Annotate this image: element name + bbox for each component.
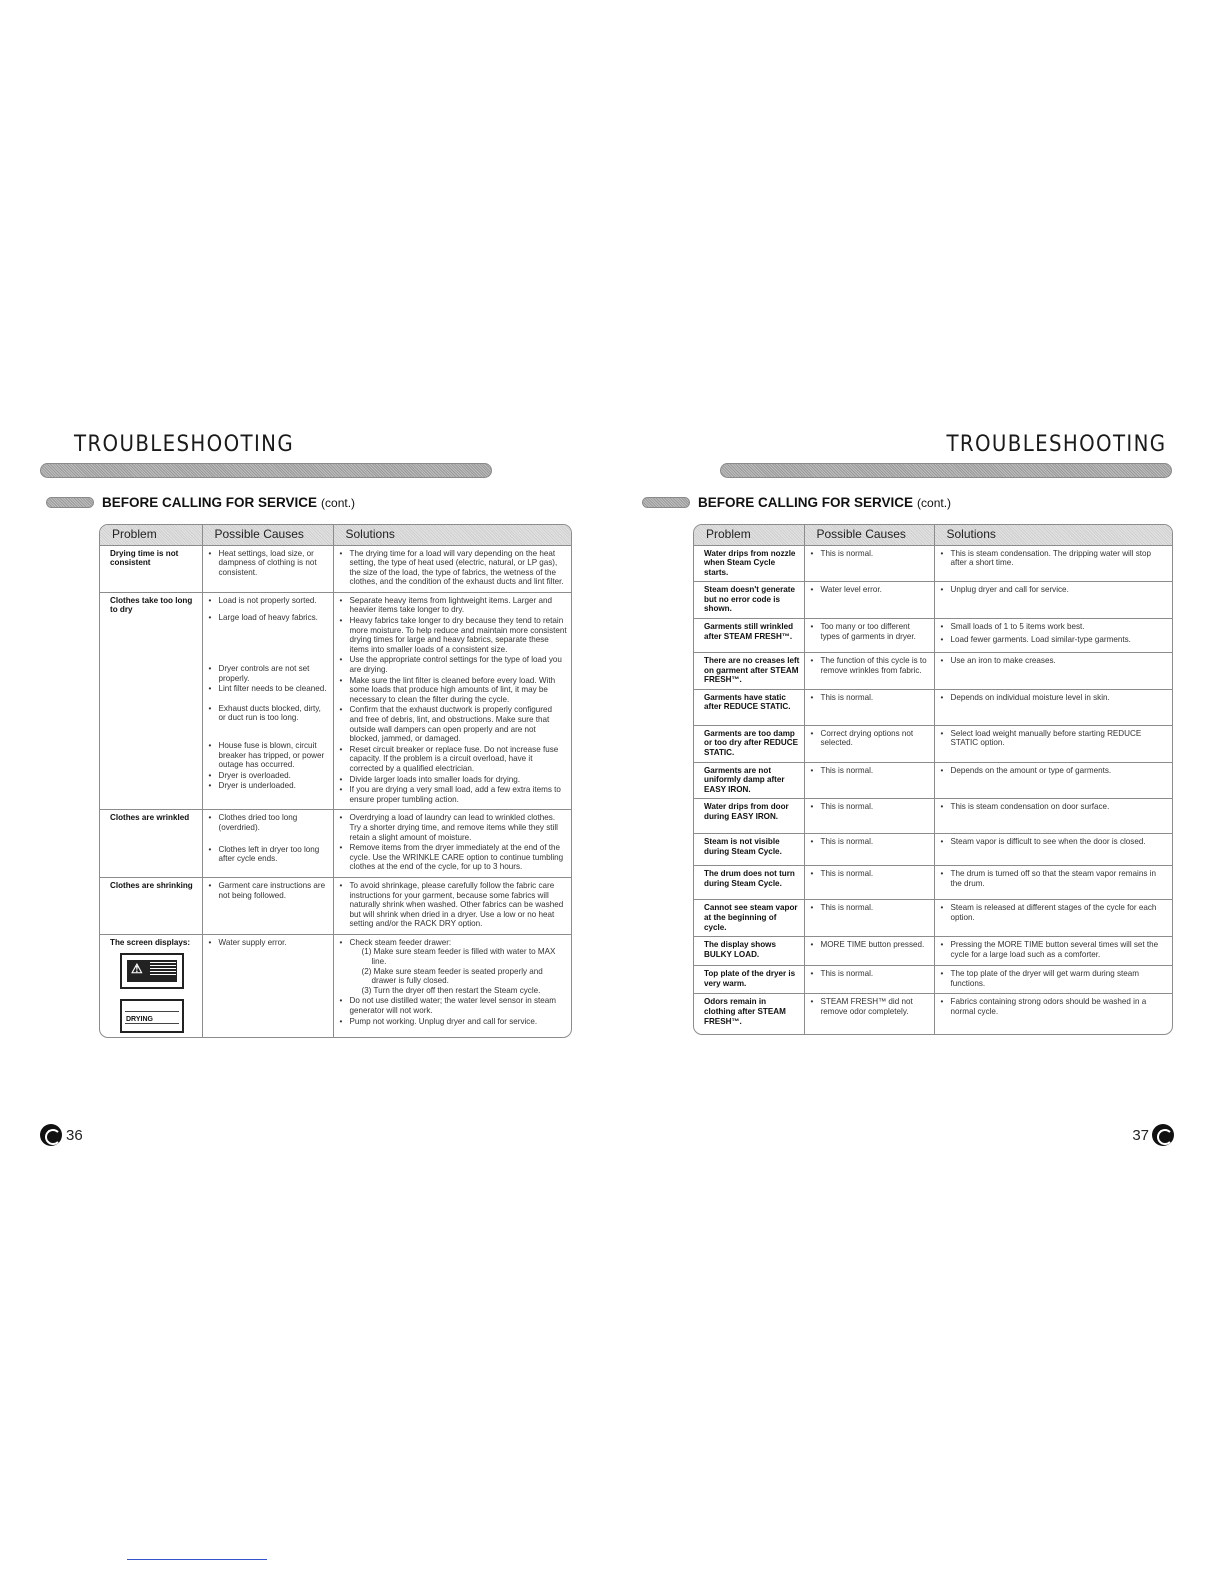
- problem-cell: Garments have static after REDUCE STATIC.: [694, 689, 804, 725]
- problem-cell: Steam is not visible during Steam Cycle.: [694, 834, 804, 866]
- problem-cell: Garments still wrinkled after STEAM FRESH™.: [694, 619, 804, 653]
- cause-item: • MORE TIME button pressed.: [811, 940, 930, 950]
- solution-item: • Use the appropriate control settings for the type of load you are drying.: [340, 655, 568, 674]
- troubleshooting-table-left: [99, 524, 572, 1038]
- solutions-cell: [934, 866, 1172, 900]
- causes-cell: [202, 592, 333, 809]
- problem-cell: The display shows BULKY LOAD.: [694, 937, 804, 966]
- col-header-solutions: Solutions: [333, 525, 571, 545]
- solutions-cell: [333, 592, 571, 809]
- problem-cell: Garments are not uniformly damp after EASY IRON.: [694, 762, 804, 799]
- solution-item: • Pump not working. Unplug dryer and call for service.: [340, 1017, 568, 1027]
- section-heading: [642, 493, 951, 511]
- cause-item: • This is normal.: [811, 549, 930, 559]
- table-row: [694, 689, 1172, 725]
- solution-item: • Remove items from the dryer immediately at the end of the cycle. Use the WRINKLE CARE option to continue tumbling clothes at the end of the cycle, for up to 3 hours.: [340, 843, 568, 872]
- header-bar: [720, 463, 1172, 478]
- solution-item: • This is steam condensation on door surface.: [941, 802, 1169, 812]
- solutions-cell: [333, 934, 571, 1037]
- causes-cell: [202, 545, 333, 592]
- lg-logo-icon: [1152, 1124, 1174, 1146]
- solution-item: • Pressing the MORE TIME button several times will set the cycle for a large load such as a comforter.: [941, 940, 1169, 959]
- solution-item: • The top plate of the dryer will get warm during steam functions.: [941, 969, 1169, 988]
- solutions-cell: [934, 966, 1172, 994]
- cause-item: • STEAM FRESH™ did not remove odor completely.: [811, 997, 930, 1016]
- section-heading: [46, 493, 355, 511]
- cause-item: • This is normal.: [811, 903, 930, 913]
- col-header-solutions: Solutions: [934, 525, 1172, 545]
- solutions-cell: [934, 799, 1172, 834]
- solution-item: • The drum is turned off so that the steam vapor remains in the drum.: [941, 869, 1169, 888]
- cause-item: • This is normal.: [811, 693, 930, 703]
- cause-item: • Heat settings, load size, or dampness of clothing is not consistent.: [209, 549, 329, 578]
- header-bar: [40, 463, 492, 478]
- causes-cell: [202, 934, 333, 1037]
- cause-item: • This is normal.: [811, 766, 930, 776]
- solution-item: • Load fewer garments. Load similar-type garments.: [941, 635, 1169, 645]
- cause-item: • Large load of heavy fabrics.: [209, 613, 329, 623]
- page-title: TROUBLESHOOTING: [945, 432, 1166, 457]
- solutions-cell: [934, 762, 1172, 799]
- cause-item: • Exhaust ducts blocked, dirty, or duct run is too long.: [209, 704, 329, 723]
- link-underline: [127, 1559, 267, 1560]
- solutions-cell: [934, 619, 1172, 653]
- table-row: [694, 937, 1172, 966]
- problem-cell: Clothes are wrinkled: [100, 810, 202, 878]
- dryer-display-icon: [120, 999, 184, 1033]
- solution-item: • To avoid shrinkage, please carefully follow the fabric care instructions for your garment, because some fabrics will naturally shrink when washed. Other fabrics can be washed but will shrink when dried in a dryer. Use a low or no heat setting and/or the RACK DRY option.: [340, 881, 568, 929]
- cause-item: • The function of this cycle is to remove wrinkles from fabric.: [811, 656, 930, 675]
- causes-cell: [804, 994, 934, 1034]
- solution-item: • Reset circuit breaker or replace fuse. Do not increase fuse capacity. If the problem is a circuit overload, have it corrected by a qualified electrician.: [340, 745, 568, 774]
- table-row: [100, 934, 571, 1037]
- solution-item: • Do not use distilled water; the water level sensor in steam generator will not work.: [340, 996, 568, 1015]
- solution-item: • Depends on the amount or type of garments.: [941, 766, 1169, 776]
- table-row: [694, 762, 1172, 799]
- causes-cell: [202, 877, 333, 934]
- causes-cell: [202, 810, 333, 878]
- table-row: [694, 994, 1172, 1034]
- table-row: [694, 900, 1172, 937]
- cause-item: • Clothes left in dryer too long after cycle ends.: [209, 845, 329, 864]
- page-number-text: 37: [1132, 1126, 1149, 1144]
- solutions-cell: [934, 834, 1172, 866]
- section-sub: (cont.): [917, 495, 952, 510]
- problem-cell: Water drips from nozzle when Steam Cycle starts.: [694, 545, 804, 582]
- table-row: [100, 592, 571, 809]
- cause-item: • Too many or too different types of garments in dryer.: [811, 622, 930, 641]
- solutions-cell: [934, 653, 1172, 690]
- solutions-cell: [934, 582, 1172, 619]
- table-row: [694, 834, 1172, 866]
- table-row: [694, 653, 1172, 690]
- cause-item: • Load is not properly sorted.: [209, 596, 329, 606]
- right-table-body: [694, 545, 1172, 1034]
- page-number-text: 36: [66, 1126, 83, 1144]
- table-row: [100, 877, 571, 934]
- cause-item: • Water level error.: [811, 585, 930, 595]
- sub-step: (1) Make sure steam feeder is filled with water to MAX line.: [361, 947, 556, 967]
- solutions-cell: [934, 937, 1172, 966]
- lg-logo-icon: [40, 1124, 62, 1146]
- causes-cell: [804, 619, 934, 653]
- problem-cell: Garments are too damp or too dry after REDUCE STATIC.: [694, 725, 804, 762]
- problem-cell: Clothes take too long to dry: [100, 592, 202, 809]
- page-37: [612, 0, 1224, 1584]
- section-title: BEFORE CALLING FOR SERVICE (cont.): [698, 494, 952, 510]
- causes-cell: [804, 834, 934, 866]
- problem-cell: There are no creases left on garment after STEAM FRESH™.: [694, 653, 804, 690]
- causes-cell: [804, 937, 934, 966]
- cause-item: • Dryer is overloaded.: [209, 771, 329, 781]
- problem-cell: Drying time is not consistent: [100, 545, 202, 592]
- problem-text: The screen displays:: [110, 937, 191, 947]
- solutions-cell: [934, 545, 1172, 582]
- solution-item: • Check steam feeder drawer: (1) Make sure steam feeder is filled with water to MAX line. (2) Make sure steam feeder is seated properly and drawer is fully closed. (3) Turn the dryer off then restart the Steam cycle.: [340, 938, 568, 996]
- page-number: [1132, 1124, 1174, 1146]
- cause-item: • Lint filter needs to be cleaned.: [209, 684, 329, 694]
- solutions-cell: [333, 877, 571, 934]
- problem-cell: Odors remain in clothing after STEAM FRESH™.: [694, 994, 804, 1034]
- cause-item: • Correct drying options not selected.: [811, 729, 930, 748]
- causes-cell: [804, 966, 934, 994]
- problem-cell: Top plate of the dryer is very warm.: [694, 966, 804, 994]
- table-row: [694, 545, 1172, 582]
- cause-item: • House fuse is blown, circuit breaker has tripped, or power outage has occurred.: [209, 741, 329, 770]
- solutions-cell: [934, 994, 1172, 1034]
- page-title: TROUBLESHOOTING: [74, 432, 295, 457]
- table-row: [694, 619, 1172, 653]
- causes-cell: [804, 900, 934, 937]
- col-header-causes: Possible Causes: [804, 525, 934, 545]
- section-pill-icon: [642, 497, 690, 508]
- col-header-causes: Possible Causes: [202, 525, 333, 545]
- table-row: [694, 966, 1172, 994]
- troubleshooting-table-right: [693, 524, 1173, 1035]
- cause-item: • This is normal.: [811, 869, 930, 879]
- col-header-problem: Problem: [694, 525, 804, 545]
- solution-item: • Depends on individual moisture level in skin.: [941, 693, 1169, 703]
- table-row: [694, 725, 1172, 762]
- solution-item: • Divide larger loads into smaller loads for drying.: [340, 775, 568, 785]
- problem-cell: The drum does not turn during Steam Cycle.: [694, 866, 804, 900]
- problem-cell: Water drips from door during EASY IRON.: [694, 799, 804, 834]
- causes-cell: [804, 545, 934, 582]
- causes-cell: [804, 689, 934, 725]
- solution-item: • If you are drying a very small load, add a few extra items to ensure proper tumbling action.: [340, 785, 568, 804]
- problem-cell: Clothes are shrinking: [100, 877, 202, 934]
- solution-item: • Steam is released at different stages of the cycle for each option.: [941, 903, 1169, 922]
- solution-item: • Overdrying a load of laundry can lead to wrinkled clothes. Try a shorter drying time, and remove items while they still retain a slight amount of moisture.: [340, 813, 568, 842]
- cause-item: • This is normal.: [811, 837, 930, 847]
- table-row: [100, 810, 571, 878]
- section-pill-icon: [46, 497, 94, 508]
- solutions-cell: [333, 545, 571, 592]
- solution-item: • Separate heavy items from lightweight items. Larger and heavier items take longer to dry.: [340, 596, 568, 615]
- causes-cell: [804, 582, 934, 619]
- solution-item: • Steam vapor is difficult to see when the door is closed.: [941, 837, 1169, 847]
- cause-item: • Dryer is underloaded.: [209, 781, 329, 791]
- causes-cell: [804, 725, 934, 762]
- problem-cell: Cannot see steam vapor at the beginning of cycle.: [694, 900, 804, 937]
- solutions-cell: [934, 725, 1172, 762]
- solutions-cell: [934, 900, 1172, 937]
- cause-item: • This is normal.: [811, 969, 930, 979]
- table-row: [694, 866, 1172, 900]
- col-header-problem: Problem: [100, 525, 202, 545]
- solution-item: • Unplug dryer and call for service.: [941, 585, 1169, 595]
- table-row: [694, 582, 1172, 619]
- solution-item: • Make sure the lint filter is cleaned before every load. With some loads that produce high amounts of lint, it may be necessary to clean the filter during the cycle.: [340, 676, 568, 705]
- problem-cell: [100, 934, 202, 1037]
- section-title: BEFORE CALLING FOR SERVICE (cont.): [102, 494, 356, 510]
- solution-item: • Heavy fabrics take longer to dry because they tend to retain more moisture. To help reduce and maintain more consistent drying times for large and heavy fabrics, separate these items into smaller loads of a consistent size.: [340, 616, 568, 654]
- solution-item: • Fabrics containing strong odors should be washed in a normal cycle.: [941, 997, 1169, 1016]
- solution-item: • The drying time for a load will vary depending on the heat setting, the type of heat used (electric, natural, or LP gas), the size of the load, the type of fabrics, the wetness of the clothes, and the condition of the exhaust ducts and lint filter.: [340, 549, 568, 587]
- solution-item: • This is steam condensation. The dripping water will stop after a short time.: [941, 549, 1169, 568]
- solution-item: • Use an iron to make creases.: [941, 656, 1169, 666]
- causes-cell: [804, 762, 934, 799]
- cause-item: • Clothes dried too long (overdried).: [209, 813, 329, 832]
- section-sub: (cont.): [321, 495, 356, 510]
- solution-item: • Small loads of 1 to 5 items work best.: [941, 622, 1169, 632]
- cause-item: • This is normal.: [811, 802, 930, 812]
- solution-item: • Confirm that the exhaust ductwork is properly configured and free of debris, lint, and obstructions. Make sure that outside wall dampers can open properly and are not blocked, jammed, or damaged.: [340, 705, 568, 743]
- solutions-cell: [934, 689, 1172, 725]
- table-row: [694, 799, 1172, 834]
- solution-item: • Select load weight manually before starting REDUCE STATIC option.: [941, 729, 1169, 748]
- cause-item: • Dryer controls are not set properly.: [209, 664, 329, 683]
- causes-cell: [804, 799, 934, 834]
- cause-item: • Water supply error.: [209, 938, 329, 948]
- solutions-cell: [333, 810, 571, 878]
- warning-display-icon: [120, 953, 184, 989]
- table-row: [100, 545, 571, 592]
- problem-cell: Steam doesn't generate but no error code is shown.: [694, 582, 804, 619]
- sub-step: (2) Make sure steam feeder is seated properly and drawer is fully closed.: [361, 966, 543, 986]
- display-text: DRYING: [126, 1016, 153, 1024]
- page-number: [40, 1124, 83, 1146]
- sub-step: (3) Turn the dryer off then restart the Steam cycle.: [361, 985, 541, 995]
- causes-cell: [804, 653, 934, 690]
- cause-item: • Garment care instructions are not being followed.: [209, 881, 329, 900]
- causes-cell: [804, 866, 934, 900]
